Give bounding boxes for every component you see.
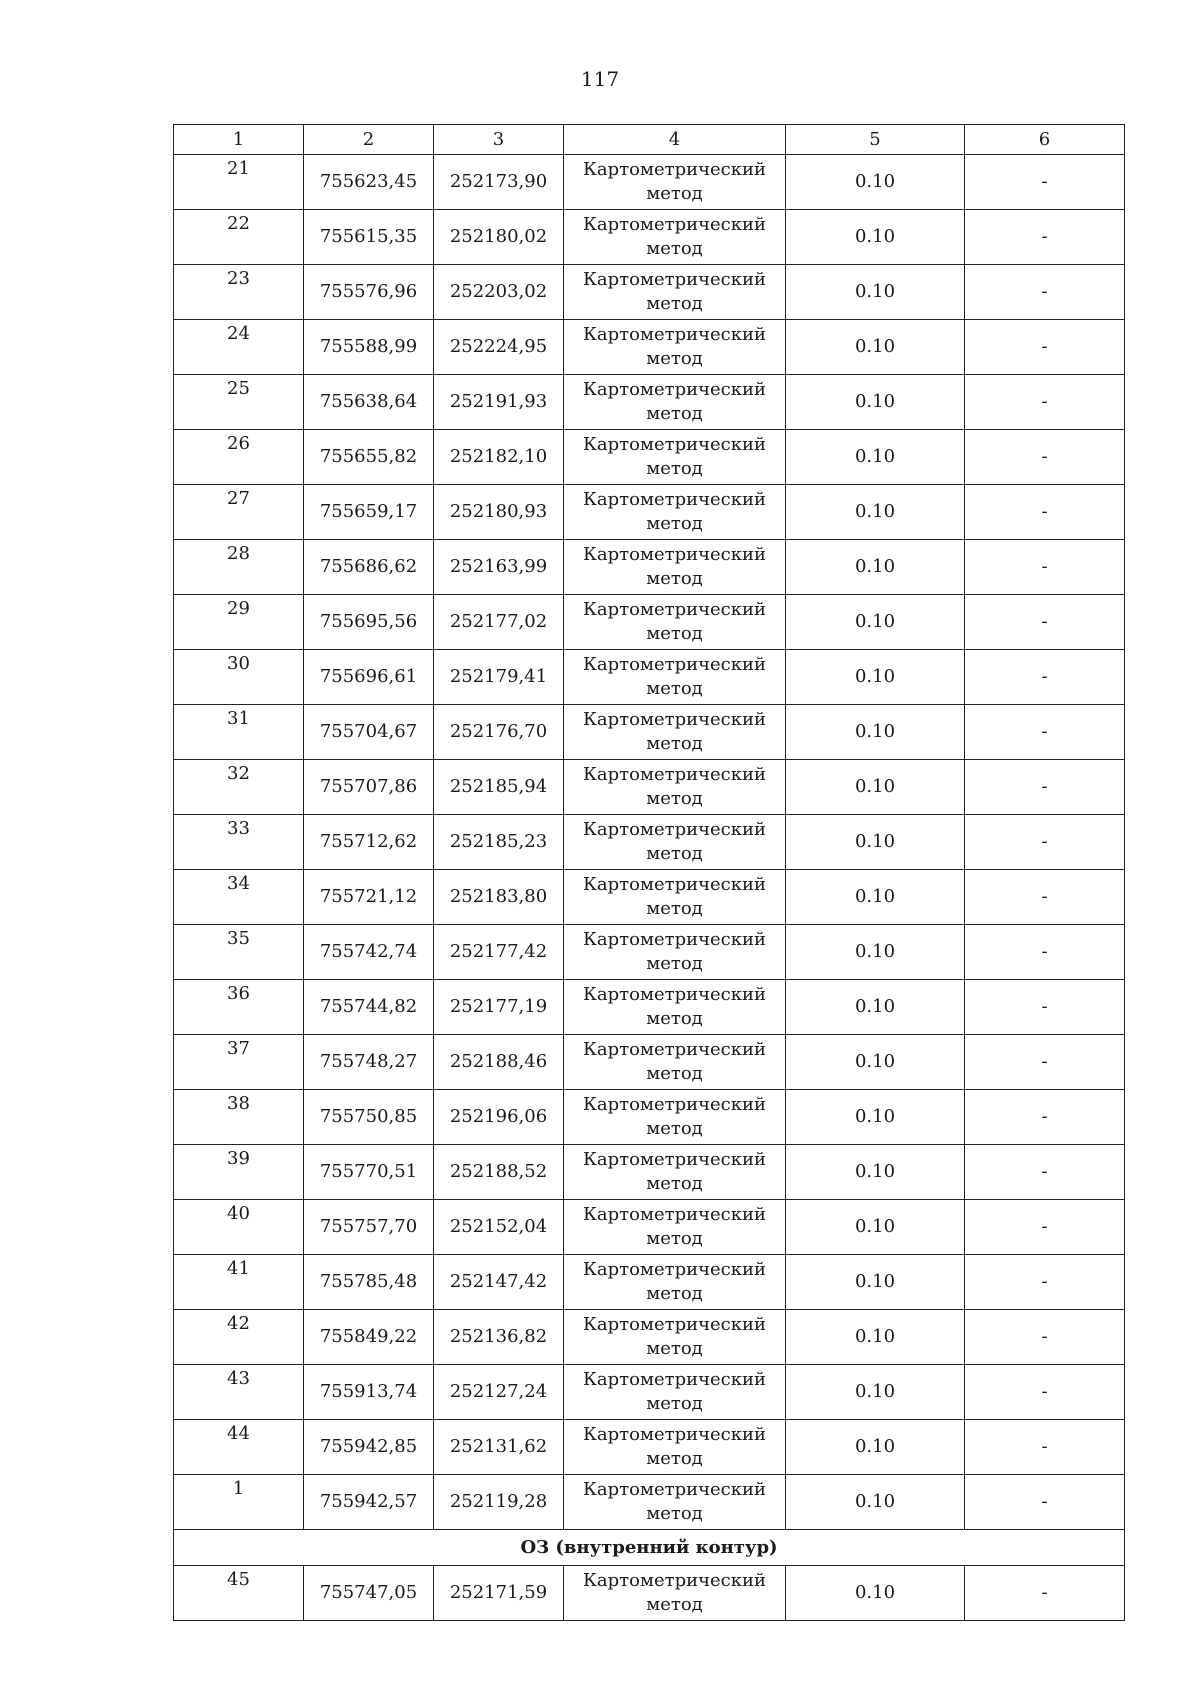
method-line-2: метод [646,843,703,864]
table-row [174,155,1125,210]
method-line-2: метод [646,1228,703,1249]
table-row [174,1145,1125,1200]
method-line-2: метод [646,678,703,699]
table-row [174,540,1125,595]
method-line-1: Картометрический [583,159,766,180]
method-line-2: метод [646,898,703,919]
accuracy-value: 0.10 [786,1310,965,1365]
note-value: - [965,925,1125,980]
section-row [174,1530,1125,1566]
method-cell [564,1566,786,1621]
coordinate-x: 755576,96 [304,265,434,320]
table-row [174,1200,1125,1255]
method-line-1: Картометрический [583,214,766,235]
method-line-2: метод [646,953,703,974]
coordinate-y: 252163,99 [434,540,564,595]
method-line-2: метод [646,513,703,534]
note-value: - [965,155,1125,210]
point-number: 25 [174,375,304,430]
accuracy-value: 0.10 [786,540,965,595]
coordinate-x: 755942,57 [304,1475,434,1530]
coordinate-y: 252127,24 [434,1365,564,1420]
point-number: 24 [174,320,304,375]
note-value: - [965,1566,1125,1621]
coordinate-y: 252131,62 [434,1420,564,1475]
table-row [174,595,1125,650]
table-row [174,1310,1125,1365]
coordinate-y: 252191,93 [434,375,564,430]
method-line-2: метод [646,1173,703,1194]
coordinate-x: 755623,45 [304,155,434,210]
table-row [174,705,1125,760]
table-row [174,1566,1125,1621]
coordinate-y: 252176,70 [434,705,564,760]
method-cell [564,540,786,595]
point-number: 35 [174,925,304,980]
coordinate-y: 252177,19 [434,980,564,1035]
method-line-1: Картометрический [583,1039,766,1060]
method-line-1: Картометрический [583,1094,766,1115]
coordinate-y: 252177,02 [434,595,564,650]
coordinate-y: 252179,41 [434,650,564,705]
point-number: 43 [174,1365,304,1420]
method-line-1: Картометрический [583,929,766,950]
point-number: 22 [174,210,304,265]
method-line-1: Картометрический [583,709,766,730]
method-line-1: Картометрический [583,434,766,455]
table-row [174,1255,1125,1310]
method-line-1: Картометрический [583,1149,766,1170]
point-number: 40 [174,1200,304,1255]
section-title: ОЗ (внутренний контур) [174,1530,1125,1566]
method-line-1: Картометрический [583,764,766,785]
coordinates-table [173,124,1125,1621]
note-value: - [965,430,1125,485]
coordinate-x: 755615,35 [304,210,434,265]
method-line-1: Картометрический [583,324,766,345]
coordinate-y: 252180,93 [434,485,564,540]
coordinate-x: 755785,48 [304,1255,434,1310]
column-header: 2 [304,125,434,155]
method-line-1: Картометрический [583,1424,766,1445]
method-line-2: метод [646,403,703,424]
note-value: - [965,595,1125,650]
table-row [174,1090,1125,1145]
note-value: - [965,1310,1125,1365]
coordinate-y: 252185,23 [434,815,564,870]
note-value: - [965,1475,1125,1530]
table-row [174,650,1125,705]
accuracy-value: 0.10 [786,430,965,485]
method-cell [564,650,786,705]
coordinate-y: 252188,46 [434,1035,564,1090]
table-row [174,210,1125,265]
table-row [174,760,1125,815]
coordinate-y: 252185,94 [434,760,564,815]
note-value: - [965,320,1125,375]
coordinate-x: 755655,82 [304,430,434,485]
method-line-2: метод [646,1118,703,1139]
method-cell [564,375,786,430]
accuracy-value: 0.10 [786,485,965,540]
method-line-2: метод [646,1594,703,1615]
coordinate-y: 252152,04 [434,1200,564,1255]
coordinate-x: 755696,61 [304,650,434,705]
note-value: - [965,1035,1125,1090]
column-header: 3 [434,125,564,155]
point-number: 41 [174,1255,304,1310]
method-cell [564,210,786,265]
method-cell [564,1420,786,1475]
table-row [174,320,1125,375]
point-number: 42 [174,1310,304,1365]
method-line-2: метод [646,348,703,369]
point-number: 37 [174,1035,304,1090]
method-cell [564,1310,786,1365]
coordinate-x: 755942,85 [304,1420,434,1475]
accuracy-value: 0.10 [786,1090,965,1145]
coordinate-x: 755913,74 [304,1365,434,1420]
method-cell [564,320,786,375]
coordinate-x: 755704,67 [304,705,434,760]
coordinate-x: 755712,62 [304,815,434,870]
method-line-1: Картометрический [583,1314,766,1335]
accuracy-value: 0.10 [786,815,965,870]
method-line-1: Картометрический [583,654,766,675]
note-value: - [965,265,1125,320]
method-line-2: метод [646,458,703,479]
coordinate-y: 252182,10 [434,430,564,485]
method-cell [564,760,786,815]
note-value: - [965,980,1125,1035]
note-value: - [965,650,1125,705]
coordinate-x: 755721,12 [304,870,434,925]
accuracy-value: 0.10 [786,1420,965,1475]
accuracy-value: 0.10 [786,1200,965,1255]
coordinate-y: 252183,80 [434,870,564,925]
method-cell [564,1475,786,1530]
method-cell [564,980,786,1035]
accuracy-value: 0.10 [786,760,965,815]
method-line-2: метод [646,733,703,754]
coordinate-x: 755695,56 [304,595,434,650]
method-line-1: Картометрический [583,819,766,840]
coordinate-y: 252136,82 [434,1310,564,1365]
method-line-2: метод [646,1503,703,1524]
method-line-1: Картометрический [583,874,766,895]
note-value: - [965,1420,1125,1475]
coordinate-x: 755750,85 [304,1090,434,1145]
coordinate-x: 755742,74 [304,925,434,980]
method-line-2: метод [646,238,703,259]
accuracy-value: 0.10 [786,1566,965,1621]
method-line-1: Картометрический [583,1479,766,1500]
accuracy-value: 0.10 [786,980,965,1035]
method-line-2: метод [646,1008,703,1029]
point-number: 31 [174,705,304,760]
table-row [174,430,1125,485]
accuracy-value: 0.10 [786,265,965,320]
table-row [174,1420,1125,1475]
method-line-1: Картометрический [583,1259,766,1280]
coordinate-x: 755744,82 [304,980,434,1035]
page-number: 117 [580,67,620,91]
point-number: 36 [174,980,304,1035]
method-cell [564,1200,786,1255]
coordinate-y: 252119,28 [434,1475,564,1530]
coordinate-x: 755588,99 [304,320,434,375]
column-header: 5 [786,125,965,155]
method-line-1: Картометрический [583,599,766,620]
point-number: 45 [174,1566,304,1621]
note-value: - [965,375,1125,430]
coordinate-x: 755707,86 [304,760,434,815]
note-value: - [965,540,1125,595]
coordinate-x: 755757,70 [304,1200,434,1255]
coordinate-x: 755770,51 [304,1145,434,1200]
column-header: 1 [174,125,304,155]
table-row [174,1035,1125,1090]
point-number: 28 [174,540,304,595]
accuracy-value: 0.10 [786,320,965,375]
accuracy-value: 0.10 [786,210,965,265]
note-value: - [965,870,1125,925]
method-line-1: Картометрический [583,544,766,565]
point-number: 44 [174,1420,304,1475]
method-cell [564,1255,786,1310]
method-line-2: метод [646,1063,703,1084]
method-line-2: метод [646,183,703,204]
point-number: 29 [174,595,304,650]
table-row [174,375,1125,430]
point-number: 32 [174,760,304,815]
method-cell [564,1365,786,1420]
method-cell [564,265,786,320]
note-value: - [965,1145,1125,1200]
coordinate-y: 252173,90 [434,155,564,210]
coordinate-x: 755849,22 [304,1310,434,1365]
note-value: - [965,1090,1125,1145]
method-line-2: метод [646,293,703,314]
point-number: 39 [174,1145,304,1200]
method-line-1: Картометрический [583,984,766,1005]
coordinate-x: 755638,64 [304,375,434,430]
coordinate-x: 755659,17 [304,485,434,540]
accuracy-value: 0.10 [786,650,965,705]
method-line-2: метод [646,623,703,644]
accuracy-value: 0.10 [786,155,965,210]
method-line-1: Картометрический [583,269,766,290]
coordinate-y: 252203,02 [434,265,564,320]
method-line-2: метод [646,568,703,589]
table-row [174,980,1125,1035]
note-value: - [965,1365,1125,1420]
table-row [174,485,1125,540]
note-value: - [965,705,1125,760]
method-line-1: Картометрический [583,1570,766,1591]
accuracy-value: 0.10 [786,1365,965,1420]
point-number: 26 [174,430,304,485]
coordinate-x: 755748,27 [304,1035,434,1090]
method-cell [564,1035,786,1090]
coordinate-y: 252224,95 [434,320,564,375]
column-header: 6 [965,125,1125,155]
method-line-2: метод [646,1448,703,1469]
accuracy-value: 0.10 [786,925,965,980]
method-cell [564,815,786,870]
method-cell [564,595,786,650]
point-number: 21 [174,155,304,210]
note-value: - [965,1200,1125,1255]
accuracy-value: 0.10 [786,1035,965,1090]
point-number: 38 [174,1090,304,1145]
coordinate-x: 755747,05 [304,1566,434,1621]
table-row [174,1365,1125,1420]
coordinate-y: 252171,59 [434,1566,564,1621]
table-row [174,1475,1125,1530]
accuracy-value: 0.10 [786,1145,965,1200]
coordinate-y: 252180,02 [434,210,564,265]
table-row [174,870,1125,925]
note-value: - [965,760,1125,815]
method-cell [564,1090,786,1145]
method-line-2: метод [646,1393,703,1414]
coordinate-y: 252177,42 [434,925,564,980]
note-value: - [965,1255,1125,1310]
column-number-row [174,125,1125,155]
method-cell [564,430,786,485]
table-row [174,815,1125,870]
method-line-1: Картометрический [583,1204,766,1225]
point-number: 33 [174,815,304,870]
point-number: 34 [174,870,304,925]
point-number: 23 [174,265,304,320]
accuracy-value: 0.10 [786,705,965,760]
note-value: - [965,815,1125,870]
method-line-2: метод [646,788,703,809]
accuracy-value: 0.10 [786,1475,965,1530]
note-value: - [965,210,1125,265]
accuracy-value: 0.10 [786,870,965,925]
table-row [174,265,1125,320]
coordinate-y: 252147,42 [434,1255,564,1310]
point-number: 27 [174,485,304,540]
method-cell [564,485,786,540]
method-line-1: Картометрический [583,1369,766,1390]
point-number: 1 [174,1475,304,1530]
coordinate-y: 252196,06 [434,1090,564,1145]
method-line-1: Картометрический [583,379,766,400]
coordinate-y: 252188,52 [434,1145,564,1200]
method-line-2: метод [646,1338,703,1359]
method-cell [564,705,786,760]
method-cell [564,925,786,980]
method-line-1: Картометрический [583,489,766,510]
accuracy-value: 0.10 [786,595,965,650]
coordinate-x: 755686,62 [304,540,434,595]
point-number: 30 [174,650,304,705]
table-row [174,925,1125,980]
accuracy-value: 0.10 [786,1255,965,1310]
note-value: - [965,485,1125,540]
method-line-2: метод [646,1283,703,1304]
column-header: 4 [564,125,786,155]
accuracy-value: 0.10 [786,375,965,430]
method-cell [564,870,786,925]
method-cell [564,155,786,210]
method-cell [564,1145,786,1200]
